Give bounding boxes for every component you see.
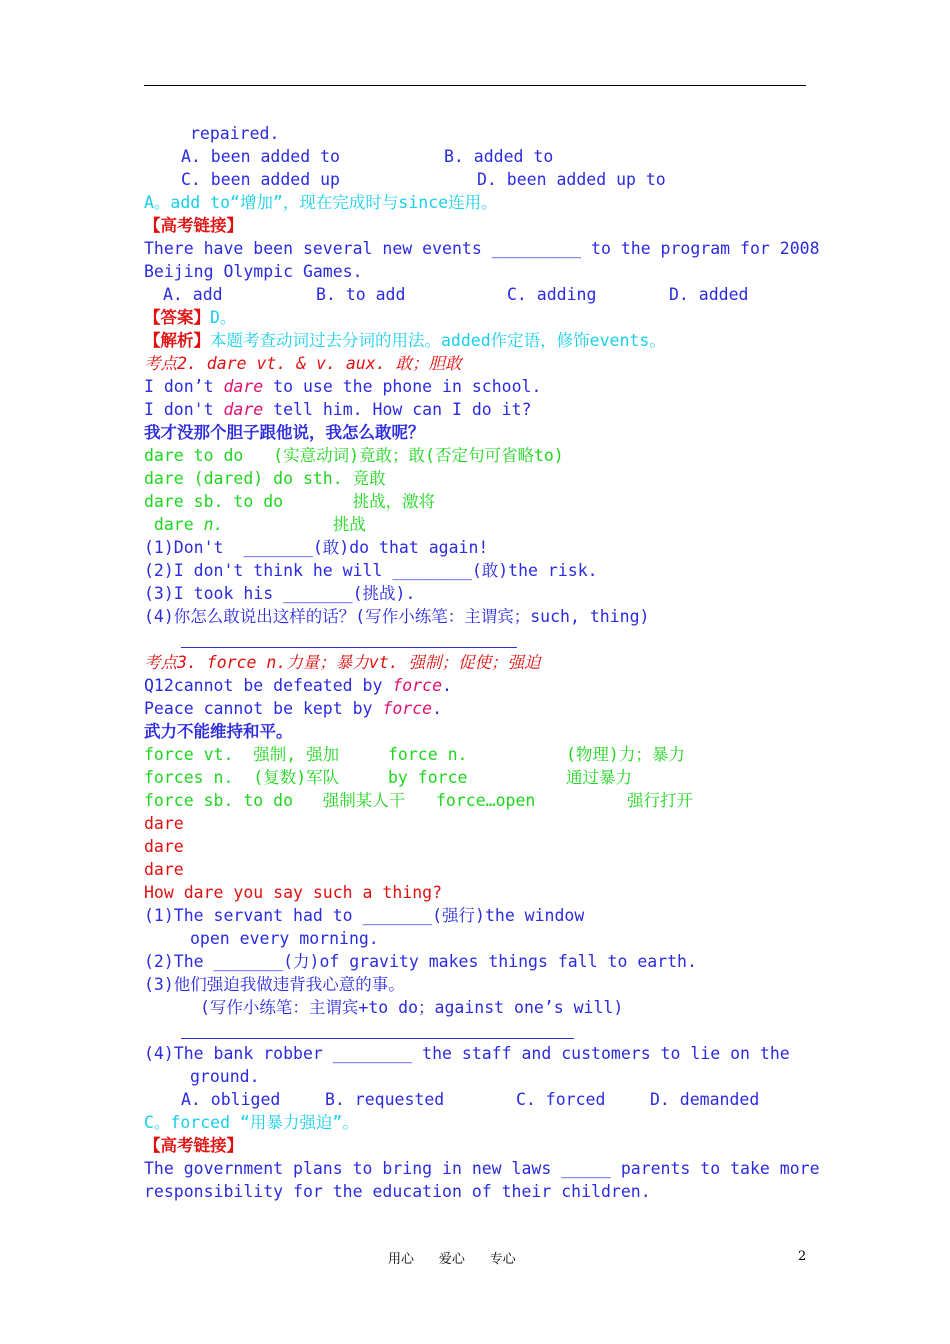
usage-line: dare to do (实意动词)竟敢；敢(否定句可省略to) (144, 446, 564, 465)
analysis-label: 【解析】 (144, 331, 210, 350)
usage-line: dare n. 挑战 (144, 515, 366, 534)
usage-line: force…open (436, 791, 536, 810)
usage-line: by force (388, 768, 468, 787)
red-text: dare (144, 837, 184, 856)
option-c: C. adding (507, 285, 597, 304)
answer-blank-line (181, 1038, 574, 1039)
option-b: B. requested (325, 1090, 445, 1109)
option-d: D. added (669, 285, 749, 304)
example-sentence: Peace cannot be kept by force. (144, 699, 443, 718)
section-heading: 【高考链接】 (144, 216, 243, 235)
answer-label: 【答案】 (144, 308, 210, 327)
usage-line: forces n. (复数)军队 (144, 768, 340, 787)
example-sentence: I don’t dare to use the phone in school. (144, 377, 542, 396)
usage-line: force n. (388, 745, 468, 764)
exercise-item: open every morning. (190, 929, 379, 948)
question-text: Beijing Olympic Games. (144, 262, 363, 281)
exercise-item: (4)The bank robber ________ the staff and customers to lie on the (144, 1044, 790, 1063)
option-c: C. been added up (181, 170, 340, 189)
option-d: D. been added up to (477, 170, 666, 189)
usage-line: (物理)力；暴力 (566, 745, 685, 764)
answer-line (144, 307, 236, 329)
footer-text: 专心 (489, 1252, 516, 1267)
translation: 武力不能维持和平。 (144, 722, 293, 741)
keyword: dare (223, 400, 264, 419)
option-a: A. obliged (181, 1090, 281, 1109)
usage-line: 通过暴力 (566, 768, 632, 787)
exercise-item: (3)I took his _______(挑战). (144, 584, 416, 603)
usage-line: dare (dared) do sth. 竟敢 (144, 469, 386, 488)
option-a: A. been added to (181, 147, 340, 166)
page-footer (388, 1248, 516, 1267)
exercise-item: (3)他们强迫我做违背我心意的事。 (144, 975, 405, 994)
usage-line: force sb. to do 强制某人干 (144, 791, 406, 810)
option-d: D. demanded (650, 1090, 760, 1109)
red-text: How dare you say such a thing? (144, 883, 443, 902)
red-text: dare (144, 860, 184, 879)
page-number: 2 (798, 1249, 807, 1264)
analysis-text: 本题考查动词过去分词的用法。added作定语，修饰events。 (210, 331, 666, 350)
exercise-item: (1)Don't _______(敢)do that again! (144, 538, 489, 557)
text-line: repaired. (190, 124, 280, 143)
usage-line: force vt. 强制, 强加 (144, 745, 340, 764)
section-heading: 考点2. dare vt. & v. aux. 敢；胆敢 (144, 354, 462, 373)
usage-line: dare sb. to do 挑战，激将 (144, 492, 436, 511)
question-text: responsibility for the education of their children. (144, 1182, 651, 1201)
header-rule (144, 85, 806, 86)
answer-value: D。 (210, 308, 237, 327)
keyword: force (392, 676, 443, 695)
option-b: B. to add (316, 285, 406, 304)
answer-note: C。forced “用暴力强迫”。 (144, 1113, 359, 1132)
option-c: C. forced (516, 1090, 606, 1109)
analysis-line (144, 330, 666, 352)
exercise-item: (1)The servant had to _______(强行)the window (144, 906, 585, 925)
keyword: dare (223, 377, 264, 396)
option-b: B. added to (444, 147, 554, 166)
red-text: dare (144, 814, 184, 833)
exercise-item: (2)I don't think he will ________(敢)the risk. (144, 561, 598, 580)
footer-text: 用心 (388, 1252, 415, 1267)
example-sentence: I don't dare tell him. How can I do it? (144, 400, 532, 419)
exercise-item: (2)The _______(力)of gravity makes things fall to earth. (144, 952, 697, 971)
usage-line: 强行打开 (627, 791, 693, 810)
answer-note: A。add to“增加”，现在完成时与since连用。 (144, 193, 498, 212)
section-heading: 考点3. force n.力量；暴力vt. 强制；促使；强迫 (144, 653, 541, 672)
footer-text: 爱心 (438, 1252, 465, 1267)
section-heading: 【高考链接】 (144, 1136, 243, 1155)
exercise-item: (4)你怎么敢说出这样的话？(写作小练笔：主谓宾；such, thing) (144, 607, 650, 626)
keyword: force (382, 699, 433, 718)
example-sentence: Q12cannot be defeated by force. (144, 676, 452, 695)
exercise-hint: (写作小练笔：主谓宾+to do；against one’s will) (200, 998, 624, 1017)
exercise-item: ground. (190, 1067, 260, 1086)
question-text: The government plans to bring in new laws _____ parents to take more (144, 1159, 820, 1178)
question-text: There have been several new events _________ to the program for 2008 (144, 239, 820, 258)
translation: 我才没那个胆子跟他说，我怎么敢呢？ (144, 423, 425, 442)
answer-blank-line (181, 647, 517, 648)
option-a: A. add (163, 285, 223, 304)
